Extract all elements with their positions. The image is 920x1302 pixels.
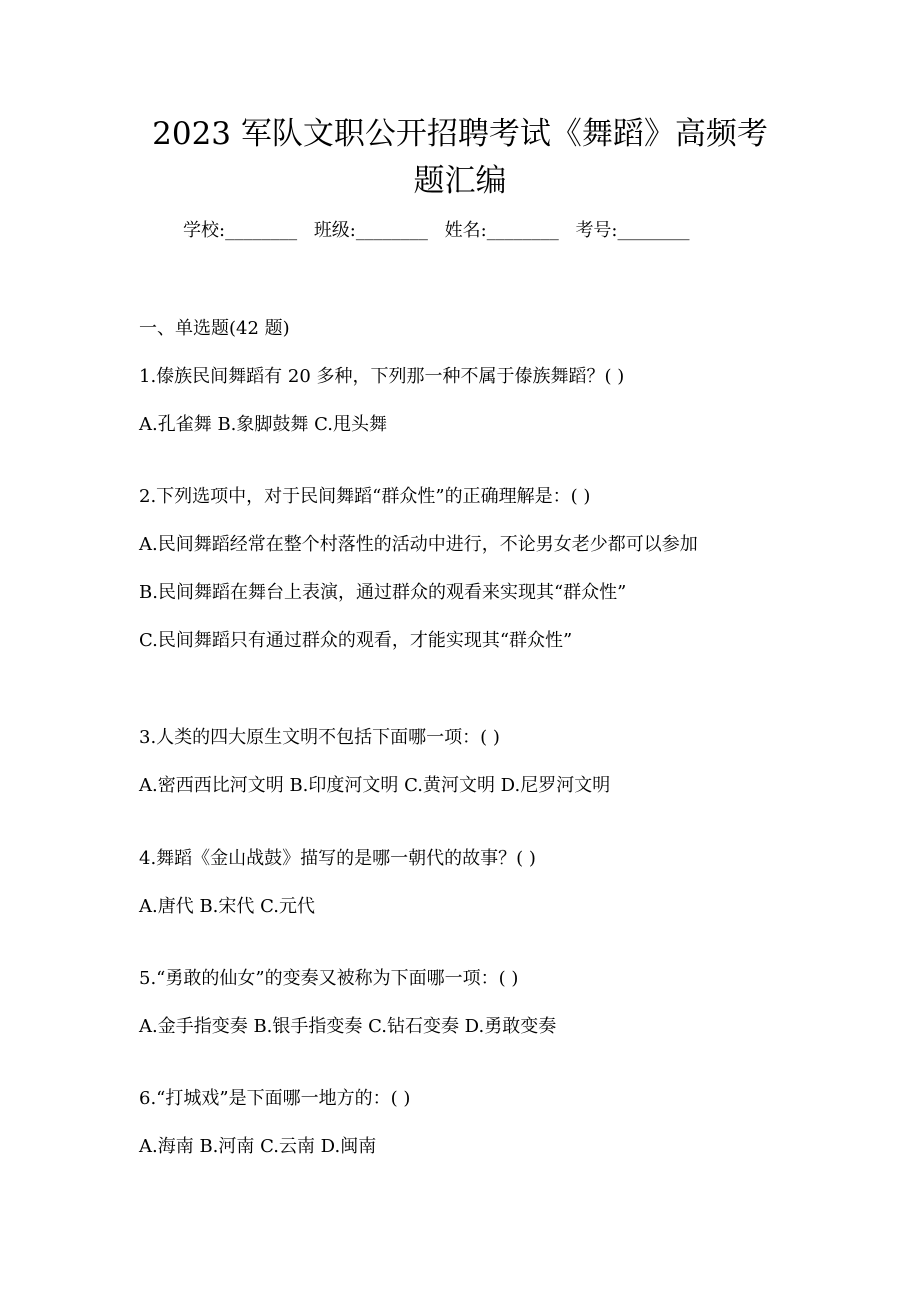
section-title: 一、单选题(42 题) [139, 318, 290, 339]
question-2-stem: 2.下列选项中，对于民间舞蹈“群众性”的正确理解是：( ) [139, 486, 591, 507]
exam-number-field: 考号:________ [575, 220, 690, 241]
question-5-options: A.金手指变奏 B.银手指变奏 C.钻石变奏 D.勇敢变奏 [139, 1016, 557, 1037]
question-2-option-c: C.民间舞蹈只有通过群众的观看，才能实现其“群众性” [139, 630, 573, 651]
question-3-options: A.密西西比河文明 B.印度河文明 C.黄河文明 D.尼罗河文明 [139, 775, 611, 796]
document-title-line-2: 题汇编 [413, 163, 507, 199]
question-3-stem: 3.人类的四大原生文明不包括下面哪一项：( ) [139, 727, 500, 748]
school-field: 学校:________ [183, 220, 298, 241]
class-field: 班级:________ [313, 220, 428, 241]
document-title-line-1: 2023 军队文职公开招聘考试《舞蹈》高频考 [152, 116, 768, 152]
question-4-options: A.唐代 B.宋代 C.元代 [139, 896, 315, 917]
question-1-options: A.孔雀舞 B.象脚鼓舞 C.甩头舞 [139, 414, 387, 435]
question-6-options: A.海南 B.河南 C.云南 D.闽南 [139, 1136, 377, 1157]
question-2-option-a: A.民间舞蹈经常在整个村落性的活动中进行，不论男女老少都可以参加 [139, 534, 698, 555]
question-6-stem: 6.“打城戏”是下面哪一地方的：( ) [139, 1088, 411, 1109]
question-1-stem: 1.傣族民间舞蹈有 20 多种，下列那一种不属于傣族舞蹈？( ) [139, 366, 625, 387]
name-field: 姓名:________ [444, 220, 559, 241]
question-5-stem: 5.“勇敢的仙女”的变奏又被称为下面哪一项：( ) [139, 968, 519, 989]
question-4-stem: 4.舞蹈《金山战鼓》描写的是哪一朝代的故事？( ) [139, 848, 536, 869]
student-info-row [183, 222, 701, 240]
question-2-option-b: B.民间舞蹈在舞台上表演，通过群众的观看来实现其“群众性” [139, 582, 627, 603]
